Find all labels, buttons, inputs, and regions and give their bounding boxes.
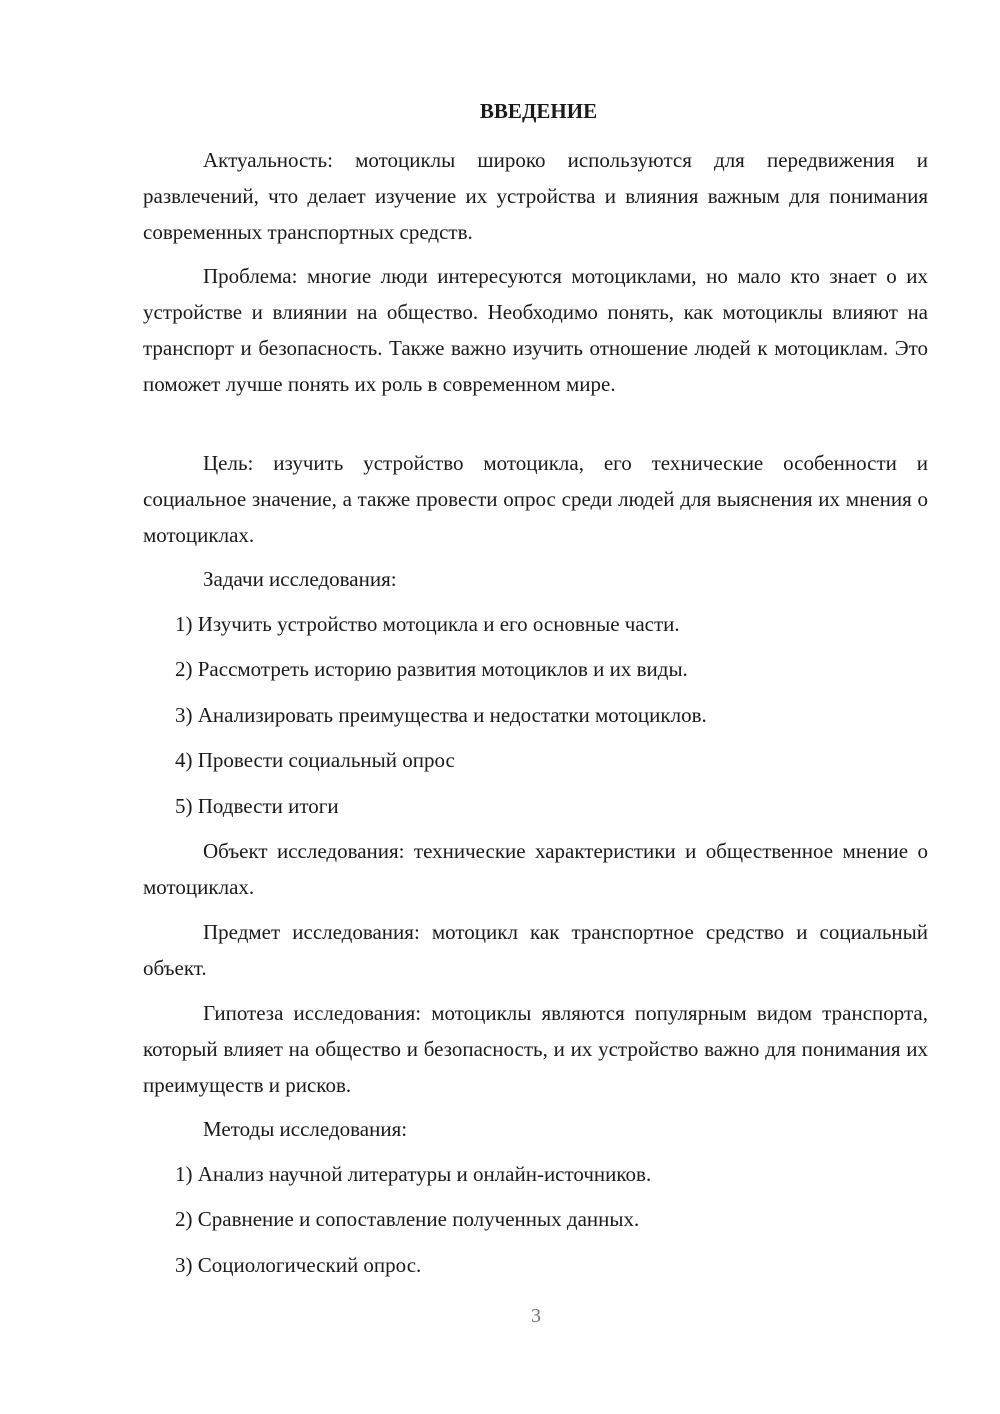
paragraph-relevance: Актуальность: мотоциклы широко используются для передвижения и развлечений, что делает изучение их устройства и влияния важным для понимания современных транспортных средств. xyxy=(143,148,928,244)
paragraph-hypothesis: Гипотеза исследования: мотоциклы являются популярным видом транспорта, который влияет на общество и безопасность, и их устройство важно для понимания их преимуществ и рисков. xyxy=(143,1001,928,1097)
page-number: 3 xyxy=(531,1305,541,1327)
paragraph-subject: Предмет исследования: мотоцикл как транспортное средство и социальный объект. xyxy=(143,920,928,980)
paragraph-object: Объект исследования: технические характеристики и общественное мнение о мотоциклах. xyxy=(143,839,928,899)
method-item: 2) Сравнение и сопоставление полученных данных. xyxy=(175,1207,640,1231)
paragraph-goal: Цель: изучить устройство мотоцикла, его технические особенности и социальное значение, а также провести опрос среди людей для выяснения их мнения о мотоциклах. xyxy=(143,451,928,547)
task-item: 3) Анализировать преимущества и недостатки мотоциклов. xyxy=(175,703,707,727)
task-item: 5) Подвести итоги xyxy=(175,794,339,818)
task-item: 1) Изучить устройство мотоцикла и его основные части. xyxy=(175,612,680,636)
tasks-label: Задачи исследования: xyxy=(203,567,397,591)
paragraph-problem: Проблема: многие люди интересуются мотоциклами, но мало кто знает о их устройстве и влиянии на общество. Необходимо понять, как мотоциклы влияют на транспорт и безопасность. Также важно изучить отношение людей к мотоциклам. Это поможет лучше понять их роль в современном мире. xyxy=(143,264,928,396)
method-item: 3) Социологический опрос. xyxy=(175,1253,422,1277)
task-item: 4) Провести социальный опрос xyxy=(175,748,455,772)
method-item: 1) Анализ научной литературы и онлайн-источников. xyxy=(175,1162,652,1186)
methods-label: Методы исследования: xyxy=(203,1117,408,1141)
section-title: ВВЕДЕНИЕ xyxy=(479,99,598,123)
task-item: 2) Рассмотреть историю развития мотоциклов и их виды. xyxy=(175,657,688,681)
